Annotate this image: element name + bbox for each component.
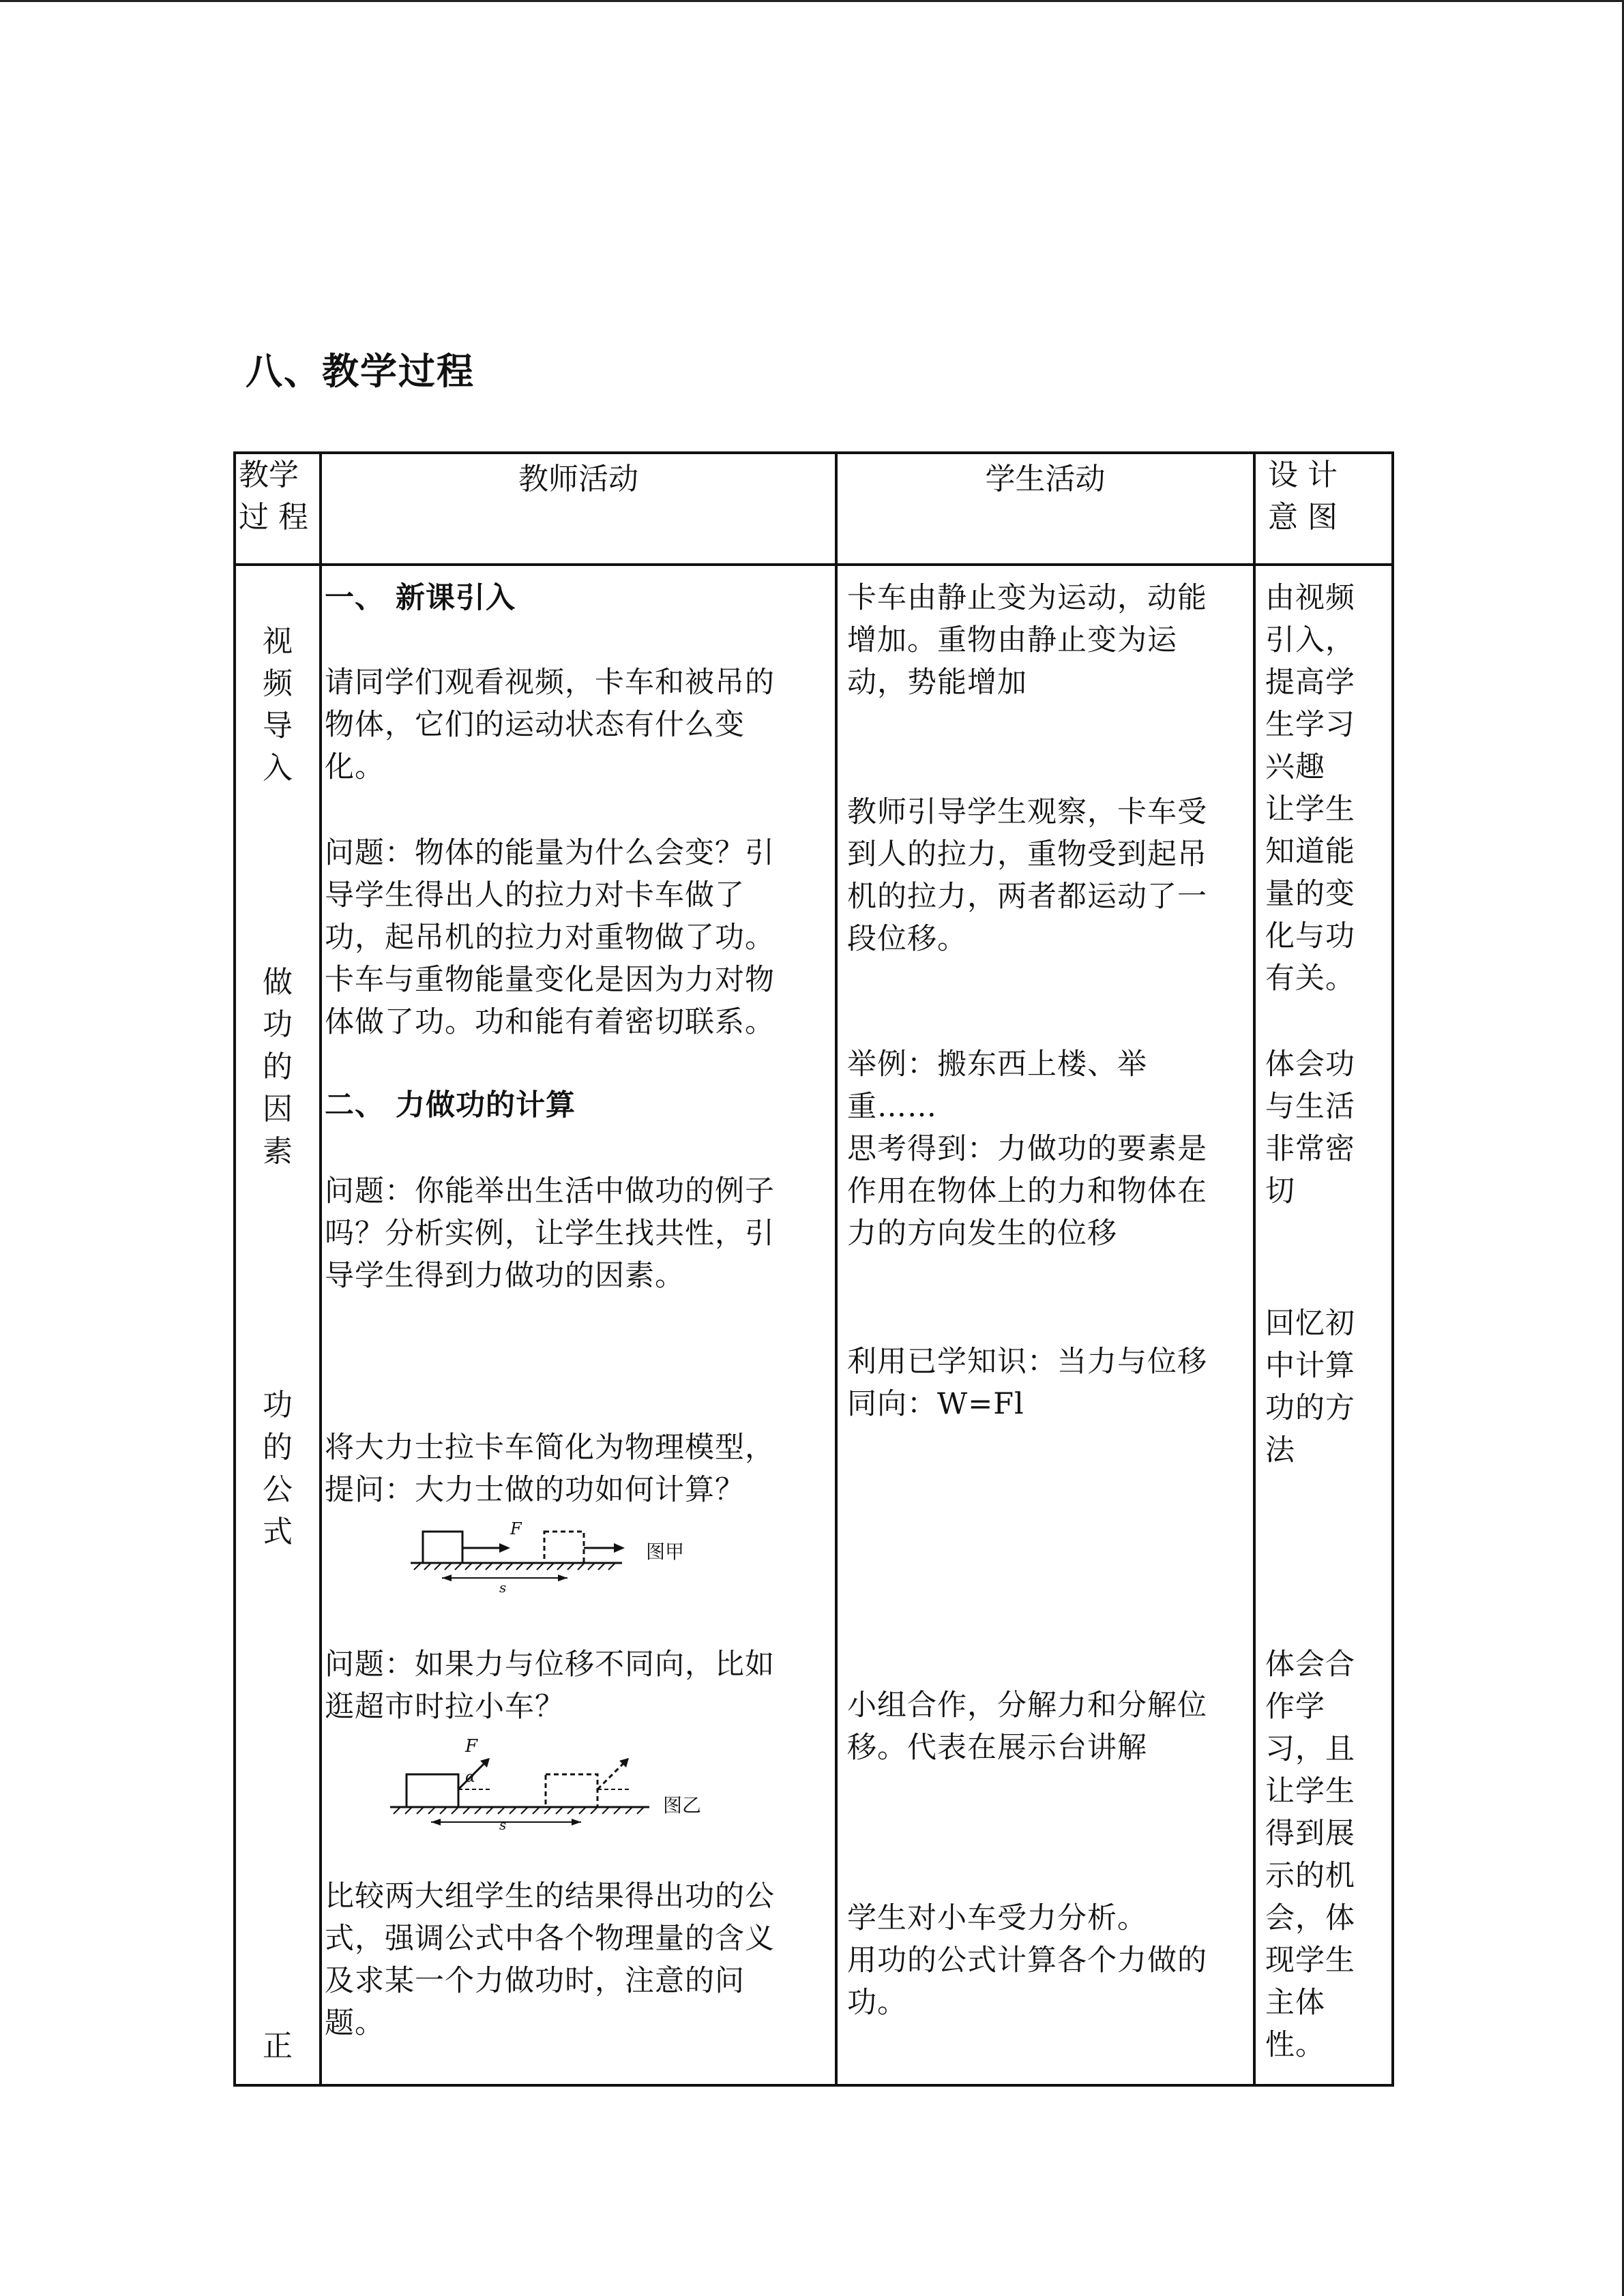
student-observe-forces: 教师引导学生观察，卡车受 到人的拉力，重物受到起吊 机的拉力，两者都运动了一 段位移。	[847, 795, 1207, 956]
design-intent-life: 体会功 与生活 非常密 切	[1265, 1047, 1355, 1208]
figure-yi-force-label: F	[465, 1736, 478, 1757]
design-cell	[1254, 565, 1393, 2085]
student-recall-formula: 利用已学知识：当力与位移 同向：W=Fl	[847, 1345, 1207, 1421]
stage-cell	[235, 565, 321, 2085]
header-student-activity	[836, 453, 1254, 565]
figure-yi-drawing	[390, 1736, 772, 1832]
table-header-row	[235, 453, 1393, 565]
header-col1-label: 教学 过 程	[239, 458, 308, 535]
figure-yi	[390, 1736, 772, 1832]
header-col2-label: 教师活动	[518, 462, 638, 496]
teacher-angle-question: 问题：如果力与位移不同向，比如 逛超市时拉小车？	[325, 1648, 775, 1724]
teacher-formula-summary: 比较两大组学生的结果得出功的公 式，强调公式中各个物理量的含义 及求某一个力做功时，注意的问 题。	[325, 1879, 775, 2040]
design-intent-cooperation: 体会合 作学 习，且 让学生 得到展 示的机 会，体 现学生 主体 性。	[1265, 1648, 1355, 2062]
student-observe-video: 卡车由静止变为运动，动能 增加。重物由静止变为运 动，势能增加	[847, 581, 1207, 700]
stage-work-factors: 做 功 的 因 素	[263, 965, 293, 1169]
teacher-model-question: 将大力士拉卡车简化为物理模型， 提问：大力士做的功如何计算？	[325, 1431, 775, 1507]
header-design-intent	[1254, 453, 1393, 565]
figure-yi-caption: 图乙	[663, 1794, 702, 1817]
teacher-cell	[321, 565, 836, 2085]
figure-jia-disp-label: s	[499, 1579, 507, 1596]
student-cell	[836, 565, 1254, 2085]
figure-yi-disp-label: s	[499, 1817, 507, 1833]
page-top-border	[0, 0, 1624, 2]
stage-video-intro: 视 频 导 入	[263, 624, 293, 786]
header-col4-label: 设 计 意 图	[1268, 458, 1338, 535]
student-work-examples: 举例：搬东西上楼、举 重…… 思考得到：力做功的要素是 作用在物体上的力和物体在 力的方向发生的位移	[847, 1047, 1207, 1251]
stage-work-formula: 功 的 公 式	[263, 1388, 293, 1549]
header-teacher-activity	[321, 453, 836, 565]
teaching-process-table	[233, 451, 1394, 2087]
stage-next: 正	[263, 2029, 293, 2063]
design-intent-recall: 回忆初 中计算 功的方 法	[1265, 1307, 1355, 1467]
student-group-work: 小组合作，分解力和分解位 移。代表在展示台讲解	[847, 1688, 1207, 1765]
header-teaching-process	[235, 453, 321, 565]
student-force-analysis: 学生对小车受力分析。 用功的公式计算各个力做的 功。	[847, 1901, 1207, 2020]
teacher-heading-new-lesson: 一、 新课引入	[325, 581, 516, 615]
teacher-heading-work-calc: 二、 力做功的计算	[325, 1088, 576, 1122]
header-col3-label: 学生活动	[985, 462, 1106, 496]
teacher-video-prompt: 请同学们观看视频，卡车和被吊的 物体，它们的运动状态有什么变 化。	[325, 666, 775, 784]
figure-jia-caption: 图甲	[646, 1540, 685, 1563]
section-title: 八、教学过程	[246, 350, 475, 393]
figure-jia-force-label: F	[510, 1519, 522, 1538]
figure-yi-angle-label: α	[465, 1769, 475, 1786]
table-body-row	[235, 565, 1393, 2085]
teacher-energy-question: 问题：物体的能量为什么会变？引 导学生得出人的拉力对卡车做了 功，起吊机的拉力对重物做了功。 卡车与重物能量变化是因为力对物 体做了功。功和能有着密切联系。	[325, 836, 775, 1039]
teacher-examples-question: 问题：你能举出生活中做功的例子 吗？分析实例，让学生找共性，引 导学生得到力做功的因素。	[325, 1174, 775, 1293]
figure-jia	[411, 1521, 704, 1596]
design-intent-intro: 由视频 引入， 提高学 生学习 兴趣 让学生 知道能 量的变 化与功 有关。	[1265, 581, 1355, 996]
